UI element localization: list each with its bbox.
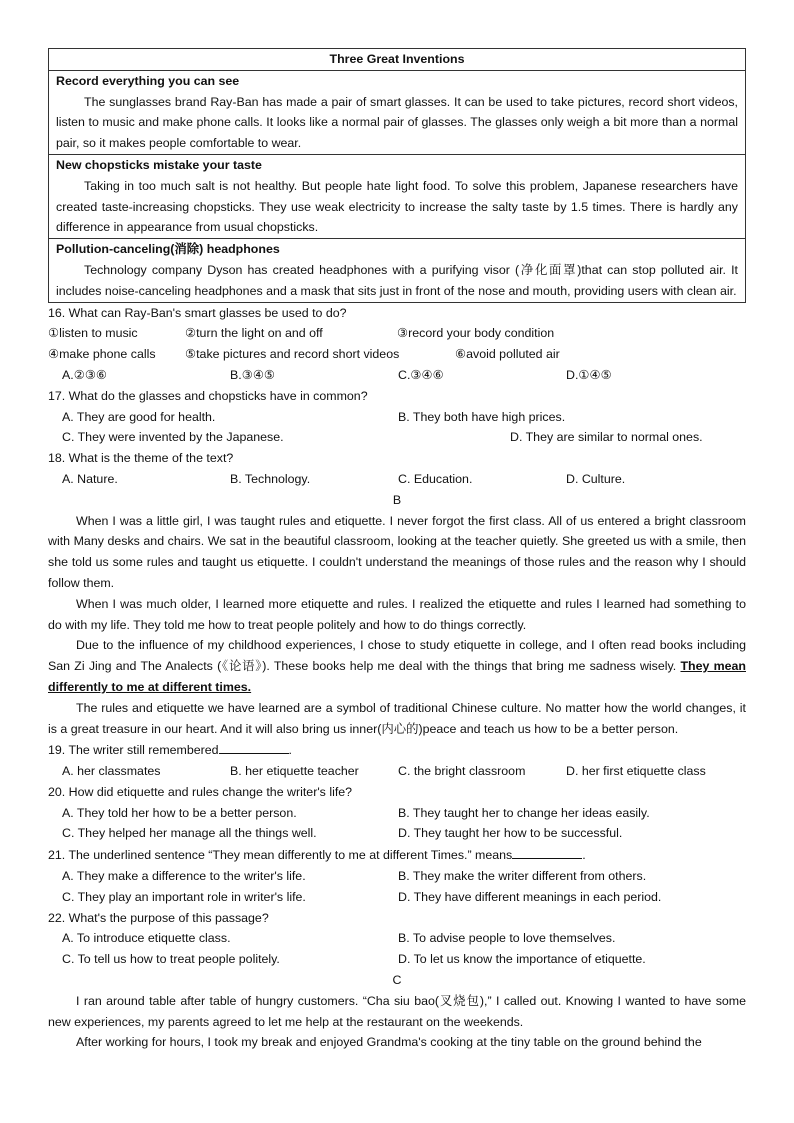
option-b[interactable]: B. They taught her to change her ideas easily. [398,805,650,820]
question-22: 22. What's the purpose of this passage? [48,910,269,925]
q21-options-row1 [48,866,746,887]
option-d[interactable]: D. They taught her how to be successful. [398,826,623,841]
q17-options-row1 [48,407,746,428]
underlined-sentence: They mean differently to me at different times. [48,659,746,694]
option-c[interactable]: C. They play an important role in writer's life. [62,889,306,904]
option-b[interactable]: B. Technology. [230,471,311,486]
q20-options-row2 [48,823,746,844]
section-text: Technology company Dyson has created headphones with a purifying visor (净化面罩)that can stop polluted air. It includes noise-canceling headphones and a mask that sits just in front of the nose and mouth, providing users with clean air. [56,262,738,298]
question-stem-end: . [582,848,586,863]
option-b[interactable]: B. They both have high prices. [398,409,566,424]
q22-options-row2 [48,949,746,970]
q19-options [48,761,746,782]
option-d[interactable]: D. They have different meanings in each period. [398,889,662,904]
q17-options-row2 [48,427,746,448]
option-a[interactable]: A. They make a difference to the writer's life. [62,869,306,884]
question-stem-end: . [288,743,292,758]
question-19 [48,739,746,761]
table-section [49,154,746,238]
q16-choice: ④make phone calls [48,347,156,362]
option-d[interactable]: D. To let us know the importance of etiquette. [398,952,646,967]
option-a[interactable]: A. her classmates [62,764,161,779]
option-c[interactable]: C. the bright classroom [398,764,526,779]
q21-options-row2 [48,887,746,908]
answer-blank[interactable] [219,739,289,754]
q22-options-row1 [48,928,746,949]
q16-choices-row2 [48,344,746,365]
option-a[interactable]: A.②③⑥ [62,367,108,382]
option-b[interactable]: B. They make the writer different from others. [398,869,647,884]
paragraph-text: Due to the influence of my childhood experiences, I chose to study etiquette in college, and I often read books including San Zi Jing and The Analects (《论语》). These books help me deal with the things that bring me sadness wisely. [48,638,746,674]
q16-choice: ③record your body condition [397,326,555,341]
option-d[interactable]: D.①④⑤ [566,367,612,382]
q16-choice: ②turn the light on and off [185,326,323,341]
question-21 [48,844,746,866]
passage-b-paragraph: When I was much older, I learned more etiquette and rules. I realized the etiquette and rules I learned had something to do with my life. They told me how to treat people politely and how to do things correctly. [48,596,746,632]
section-text: The sunglasses brand Ray-Ban has made a pair of smart glasses. It can be used to take pictures, record short videos, listen to music and make phone calls. It looks like a normal pair of glasses. The glasses only weigh a bit more than a normal pair, so it makes people comfortable to wear. [56,94,738,151]
section-heading: New chopsticks mistake your taste [56,157,262,172]
section-heading: Record everything you can see [56,73,240,88]
option-c[interactable]: C. Education. [398,471,473,486]
option-b[interactable]: B. her etiquette teacher [230,764,359,779]
question-16: 16. What can Ray-Ban's smart glasses be used to do? [48,305,347,320]
option-c[interactable]: C. To tell us how to treat people politely. [62,952,280,967]
q16-choices-row1 [48,323,746,344]
passage-c-paragraph: I ran around table after table of hungry customers. “Cha siu bao(叉烧包),” I called out. Knowing I wanted to have some new experiences, my parents agreed to let me help at the restaurant on the weekends. [48,993,746,1029]
question-18: 18. What is the theme of the text? [48,451,234,466]
table-title: Three Great Inventions [49,49,746,71]
answer-blank[interactable] [512,844,582,859]
section-heading: Pollution-canceling(消除) headphones [56,242,280,257]
table-section [49,239,746,302]
table-section [49,70,746,154]
passage-c-paragraph: After working for hours, I took my break and enjoyed Grandma's cooking at the tiny table on the ground behind the [76,1035,702,1050]
q20-options-row1 [48,803,746,824]
option-b[interactable]: B. To advise people to love themselves. [398,931,616,946]
option-d[interactable]: D. They are similar to normal ones. [510,430,703,445]
q16-choice: ⑤take pictures and record short videos [185,347,400,362]
option-a[interactable]: A. They told her how to be a better person. [62,805,297,820]
passage-b-paragraph: When I was a little girl, I was taught rules and etiquette. I never forgot the first class. All of us entered a bright classroom with Many desks and chairs. We sat in the beautiful classroom, looking at the teacher quietly. She greeted us with a smile, then she told us some rules and taught us etiquette. I couldn't understand the meanings of those rules and the reason why I should follow them. [48,513,746,590]
option-a[interactable]: A. To introduce etiquette class. [62,931,231,946]
q16-choice: ⑥avoid polluted air [455,347,560,362]
option-d[interactable]: D. Culture. [566,471,626,486]
question-17: 17. What do the glasses and chopsticks have in common? [48,388,368,403]
passage-b-paragraph: The rules and etiquette we have learned are a symbol of traditional Chinese culture. No matter how the world changes, it is a great treasure in our heart. And it will also bring us inner(内心的)peace and teach us how to be a better person. [48,700,746,736]
question-stem: 19. The writer still remembered [48,743,219,758]
option-c[interactable]: C.③④⑥ [398,367,444,382]
question-20: 20. How did etiquette and rules change the writer's life? [48,784,353,799]
section-c-label: C [392,973,402,988]
option-a[interactable]: A. Nature. [62,471,118,486]
option-d[interactable]: D. her first etiquette class [566,764,706,779]
passage-b-paragraph [48,635,746,697]
inventions-table [48,48,746,303]
option-a[interactable]: A. They are good for health. [62,409,216,424]
section-b-label: B [392,492,402,507]
question-stem: 21. The underlined sentence “They mean differently to me at different Times.” means [48,848,513,863]
option-c[interactable]: C. They were invented by the Japanese. [62,430,284,445]
section-text: Taking in too much salt is not healthy. But people hate light food. To solve this problem, Japanese researchers have created taste-increasing chopsticks. They use weak electricity to increase the salty taste by 1.5 times. There is hardly any difference in appearance from usual chopsticks. [56,178,738,235]
option-c[interactable]: C. They helped her manage all the things well. [62,826,317,841]
exam-page [48,48,746,1053]
option-b[interactable]: B.③④⑤ [230,367,276,382]
q18-options [48,469,746,490]
q16-choice: ①listen to music [48,326,138,341]
q16-options [48,365,746,386]
